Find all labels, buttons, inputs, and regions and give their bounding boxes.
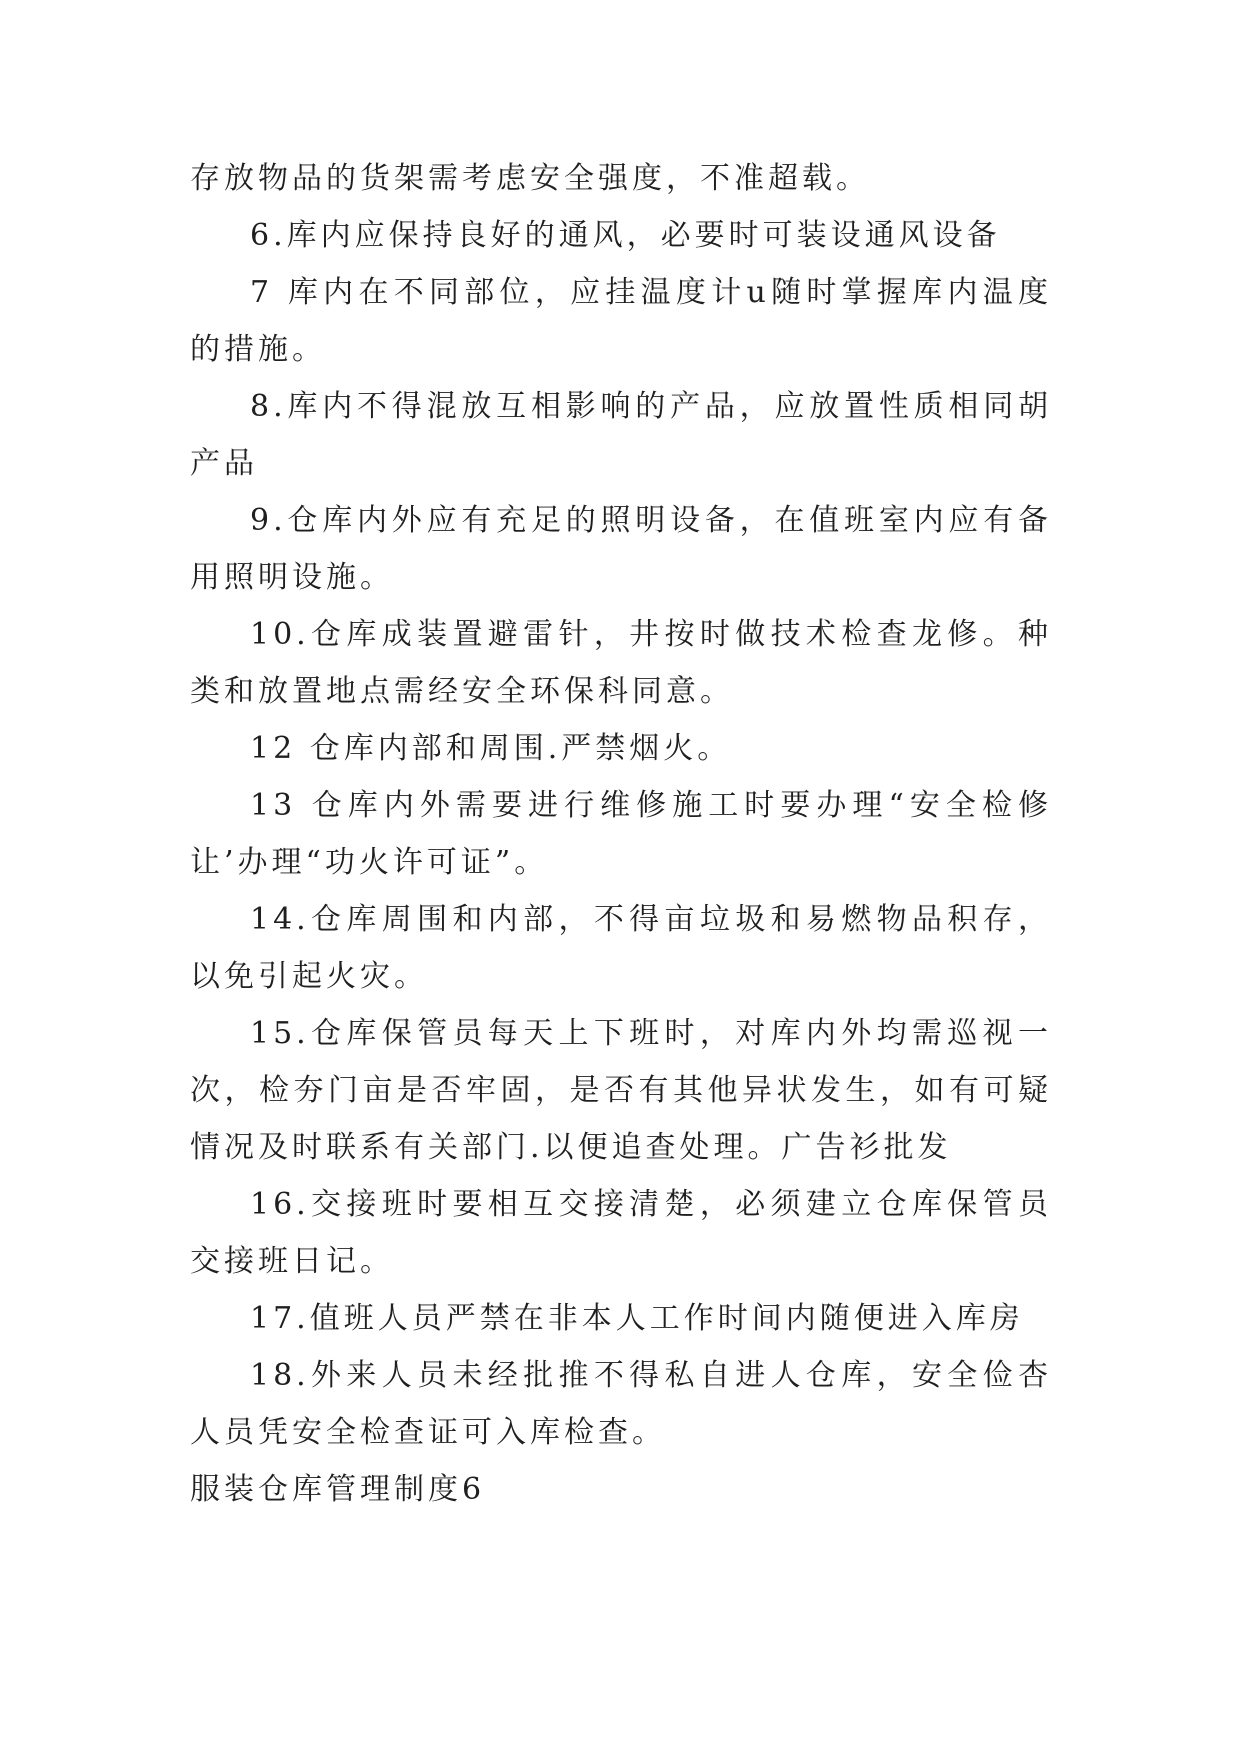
paragraph: 7 库内在不同部位，应挂温度计u随时掌握库内温度的措施。 xyxy=(190,275,1052,367)
document-body xyxy=(190,150,1052,1518)
section-heading: 服装仓库管理制度6 xyxy=(190,1472,486,1507)
paragraph: 18.外来人员未经批推不得私自进人仓库，安全俭杏人员凭安全检查证可入库检查。 xyxy=(190,1358,1052,1450)
paragraph: 8.库内不得混放互相影响的产品，应放置性质相同胡产品 xyxy=(190,389,1052,481)
paragraph: 17.值班人员严禁在非本人工作时间内随便进入库房 xyxy=(250,1301,1024,1336)
paragraph: 12 仓库内部和周围.严禁烟火。 xyxy=(250,731,732,766)
paragraph: 存放物品的货架需考虑安全强度，不准超载。 xyxy=(190,161,870,196)
paragraph: 14.仓库周围和内部，不得亩垃圾和易燃物品积存，以免引起火灾。 xyxy=(190,902,1052,994)
paragraph: 15.仓库保管员每天上下班时，对库内外均需巡视一次，检夯门亩是否牢固，是否有其他异状发生，如有可疑情况及时联系有关部门.以便追查处理。广告衫批发 xyxy=(190,1016,1052,1165)
paragraph: 16.交接班时要相互交接清楚，必须建立仓库保管员交接班日记。 xyxy=(190,1187,1052,1279)
paragraph: 6.库内应保持良好的通风，必要时可装设通风设备 xyxy=(250,218,1001,253)
paragraph: 13 仓库内外需要进行维修施工时要办理“安全检修让’办理“功火许可证”。 xyxy=(190,788,1052,880)
paragraph: 10.仓库成装置避雷针，井按时做技术检查龙修。种类和放置地点需经安全环保科同意。 xyxy=(190,617,1052,709)
paragraph: 9.仓库内外应有充足的照明设备，在值班室内应有备用照明设施。 xyxy=(190,503,1052,595)
